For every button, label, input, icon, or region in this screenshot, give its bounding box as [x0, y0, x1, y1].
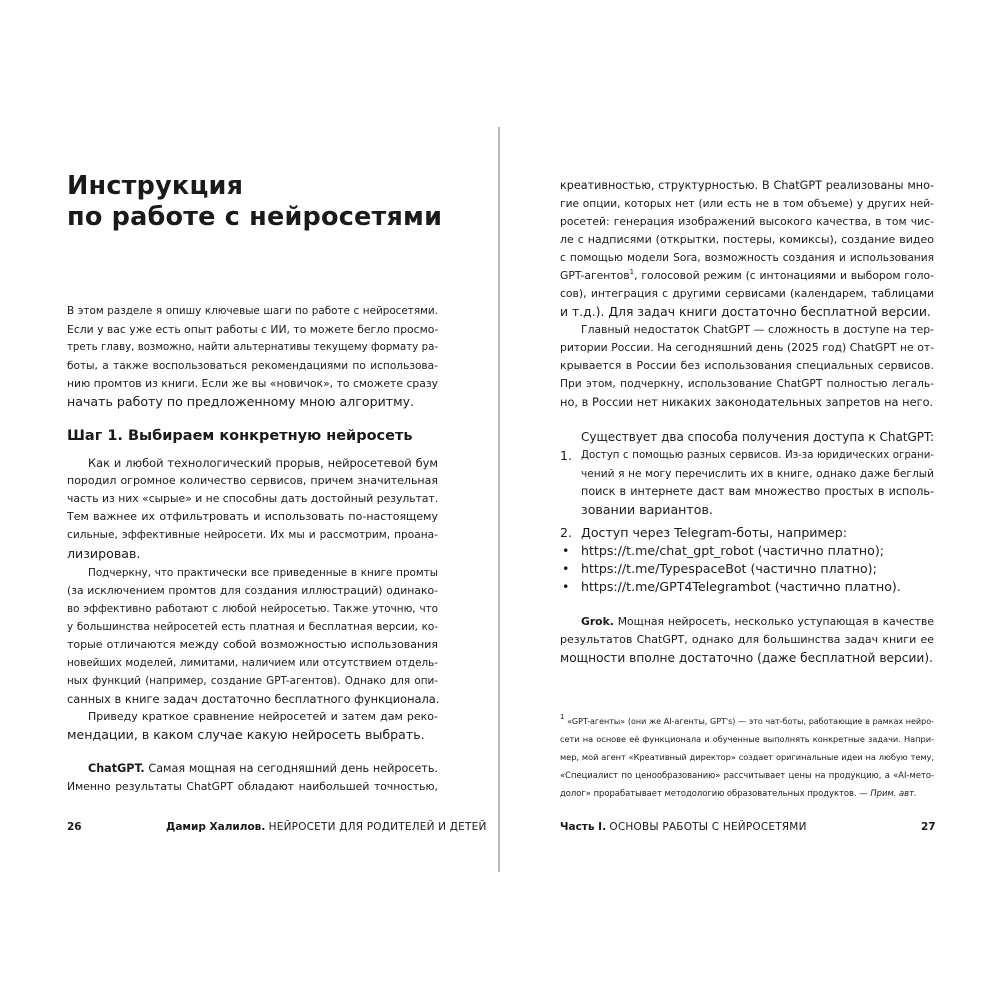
- page-number-right: 27: [921, 821, 936, 833]
- footnote-line: мер, мой агент «Креативный директор» создает оригинальные идеи на любую тему,: [560, 752, 934, 762]
- text-line: гие опции, которых нет (или есть не в том объеме) у других ней-: [560, 198, 934, 210]
- telegram-bot-link[interactable]: https://t.me/chat_gpt_robot (частично платно);: [581, 543, 885, 558]
- footer-part-title: ОСНОВЫ РАБОТЫ С НЕЙРОСЕТЯМИ: [609, 821, 807, 833]
- text-line: Если у вас уже есть опыт работы с ИИ, то можете бегло просмо-: [67, 323, 439, 336]
- list-marker: 2.: [560, 525, 573, 540]
- text-line: новейших моделей, лимитами, наличием или отсутствием отдель-: [67, 657, 438, 669]
- bullet-icon: •: [562, 561, 570, 576]
- list-item-line: зовании вариантов.: [581, 502, 713, 517]
- text-line: у большинства нейросетей есть платная и бесплатная версии, ко-: [67, 621, 438, 633]
- text-line: результатов ChatGPT, однако для большинства задач книги ее: [560, 633, 934, 646]
- text-line: При этом, подчеркну, использование ChatGPT полностью легаль-: [560, 378, 934, 390]
- text-span: GPT-агентов: [560, 269, 630, 282]
- footnote-line: сети на основе её функционала и обученные выполнять конкретные задачи. Напри-: [560, 734, 934, 744]
- text-line: Приведу краткое сравнение нейросетей и затем дам реко-: [88, 710, 438, 723]
- text-span: долог» прорабатывает методологию образовательных продуктов. —: [560, 788, 871, 798]
- bullet-icon: •: [562, 543, 570, 558]
- text-line: [88, 760, 438, 778]
- text-line: ритории России. На сегодняшний день (2025 год) ChatGPT не от-: [560, 341, 934, 354]
- footer-author: Дамир Халилов.: [166, 821, 266, 833]
- text-line: ных функций (например, создание GPT-агентов). Однако для опи-: [67, 675, 438, 687]
- text-line: В этом разделе я опишу ключевые шаги по работе с нейросетями.: [67, 305, 438, 317]
- text-line: нию промтов из книги. Если же вы «новичок», то сможете сразу: [67, 377, 438, 390]
- text-line: но, в России нет никаких законодательных запретов на него.: [560, 395, 934, 409]
- text-line: часть из них «сырые» и не способны дать достойный результат.: [67, 492, 439, 505]
- footer-book-title: НЕЙРОСЕТИ ДЛЯ РОДИТЕЛЕЙ И ДЕТЕЙ: [268, 821, 487, 833]
- text-line: санных в книге задач достаточно бесплатного функционала.: [67, 692, 440, 706]
- text-line: Именно результаты ChatGPT обладают наибольшей точностью,: [67, 780, 438, 793]
- text-line: мощности вполне достаточно (даже бесплатной версии).: [560, 651, 933, 665]
- text-line: (за исключением промтов для создания иллюстраций) одинако-: [67, 584, 438, 597]
- text-line: с помощью модели Sora, возможность создания и использования: [560, 252, 934, 264]
- text-span: , голосовой режим (с интонациями и выбором голо-: [634, 269, 934, 282]
- text-line: сов), интеграция с другими сервисами (календарем, таблицами: [560, 287, 934, 300]
- text-line: породил огромное количество сервисов, причем значительная: [67, 474, 438, 487]
- list-marker: 1.: [560, 448, 573, 463]
- left-page: [0, 0, 499, 1000]
- author-note: Прим. авт.: [870, 788, 917, 798]
- bullet-icon: •: [562, 579, 570, 594]
- text-span: Самая мощная на сегодняшний день нейросеть.: [144, 762, 438, 775]
- right-page: [500, 0, 1000, 1000]
- text-line: Главный недостаток ChatGPT — сложность в доступе на тер-: [581, 323, 934, 336]
- list-item-line: Доступ через Telegram-боты, например:: [581, 525, 847, 540]
- text-line: Тем важнее их отфильтровать и использовать по-настоящему: [67, 510, 438, 523]
- text-line: крывается в России без использования специальных сервисов.: [560, 359, 934, 372]
- text-line: мендации, в каком случае какую нейросеть выбрать.: [67, 727, 425, 742]
- list-item-line: чений я не могу перечислить их в книге, однако даже беглый: [581, 468, 934, 480]
- running-footer-right: [560, 820, 807, 834]
- footnote-line: [560, 788, 917, 800]
- text-line: и т.д.). Для задач книги достаточно бесплатной версии.: [560, 304, 931, 319]
- page-number-left: 26: [67, 821, 82, 833]
- text-line: росетей: генерация изображений высокого качества, в том чис-: [560, 215, 934, 228]
- footer-part-label: Часть I.: [560, 821, 607, 833]
- footnote-line: «Специалист по ценообразованию» рассчитывает цены на продукцию, а «AI-мето-: [560, 770, 934, 780]
- text-line: Как и любой технологический прорыв, нейросетевой бум: [88, 456, 438, 470]
- text-line: Подчеркну, что практически все приведенные в книге промты: [88, 567, 438, 579]
- footnote-reference[interactable]: 1: [629, 268, 635, 276]
- text-line: торые отличаются между собой возможностью использования: [67, 638, 438, 651]
- text-span: Мощная нейросеть, несколько уступающая в качестве: [613, 615, 934, 628]
- chapter-title: [67, 171, 487, 233]
- telegram-bot-link[interactable]: https://t.me/TypespaceBot (частично платно);: [581, 561, 877, 576]
- text-line: [581, 613, 934, 631]
- text-line: треть главу, возможно, найти альтернативы текущему формату ра-: [67, 342, 438, 353]
- list-item-line: поиск в интернете даст вам множество простых в исполь-: [581, 485, 934, 498]
- footnote-line: [560, 713, 934, 728]
- chapter-title-line: Инструкция: [67, 171, 244, 201]
- text-span: «GPT-агенты» (они же AI-агенты, GPT's) — это чат-боты, работающие в рамках нейро-: [564, 717, 934, 726]
- footnote-number: 1: [560, 713, 565, 721]
- running-footer-left: [166, 820, 487, 834]
- text-line: ле с надписями (открытки, постеры, комиксы), создание видео: [560, 233, 934, 246]
- list-item-line: Доступ с помощью разных сервисов. Из-за юридических ограни-: [581, 450, 934, 461]
- text-line: [560, 267, 934, 285]
- text-line: начать работу по предложенному мною алгоритму.: [67, 394, 415, 409]
- telegram-bot-link[interactable]: https://t.me/GPT4Telegrambot (частично платно).: [581, 579, 901, 594]
- text-line: во эффективно работают с любой нейросетью. Также уточню, что: [67, 603, 438, 615]
- step-heading: Шаг 1. Выбираем конкретную нейросеть: [67, 428, 413, 444]
- text-line: лизировав.: [67, 546, 141, 561]
- chatgpt-label: ChatGPT.: [88, 762, 145, 775]
- access-ways-intro: Существует два способа получения доступа к ChatGPT:: [581, 430, 935, 444]
- chapter-title-line: по работе с нейросетями: [67, 202, 443, 232]
- text-line: креативностью, структурностью. В ChatGPT реализованы мно-: [560, 179, 934, 192]
- text-line: боты, а также воспользоваться рекомендациями по использова-: [67, 360, 438, 372]
- text-line: сильные, эффективные нейросети. Их мы и рассмотрим, проана-: [67, 529, 438, 541]
- grok-label: Grok.: [581, 615, 614, 628]
